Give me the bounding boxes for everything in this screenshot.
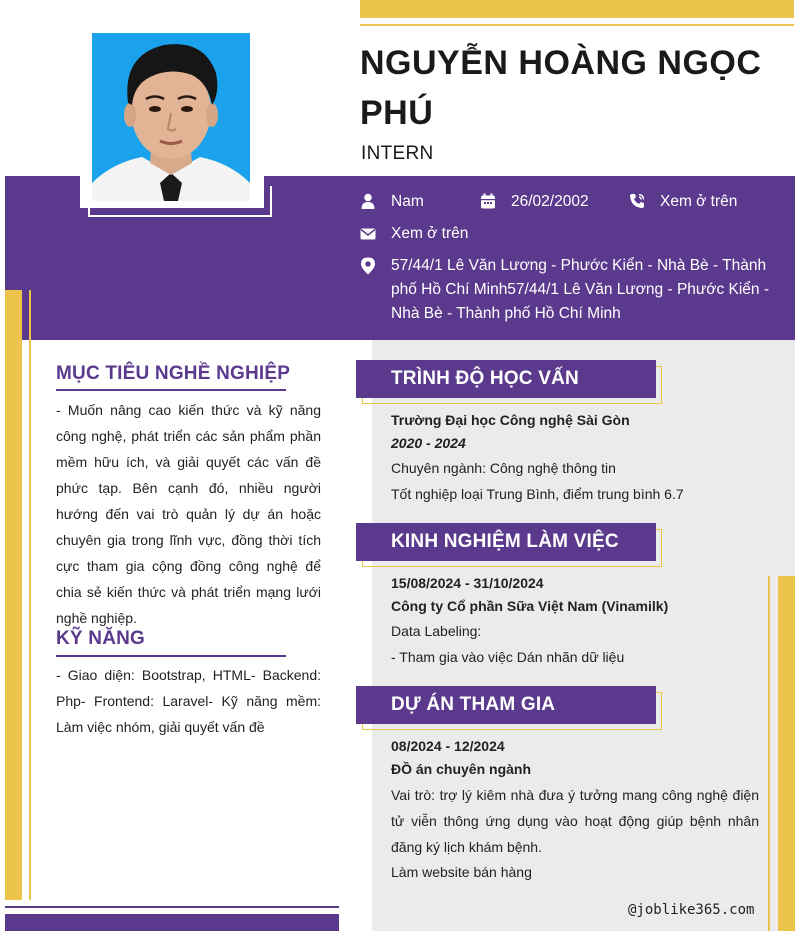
experience-dates: 15/08/2024 - 31/10/2024 <box>391 575 544 591</box>
education-graduation: Tốt nghiệp loại Trung Bình, điểm trung bình 6.7 <box>391 486 684 502</box>
profile-photo <box>92 33 250 201</box>
bottom-accent-bar <box>5 914 339 931</box>
job-title: INTERN <box>361 143 434 164</box>
skills-heading-underline <box>56 655 286 657</box>
top-accent-line <box>360 24 794 26</box>
objective-text: - Muốn nâng cao kiến thức và kỹ năng công nghệ, phát triển các sản phẩm phần mềm hữu ích, và giải quyết các vấn đề phức tạp. Bên cạnh đó, nhiều người hướng đến vai trò quản lý dự án hoặc chuyên gia trong lĩnh vực, đồng thời tích cực tham gia cộng đồng công nghệ để chia sẻ kiến thức và phát triển mạng lưới nghề nghiệp. <box>56 402 321 626</box>
user-icon <box>360 193 376 209</box>
education-years: 2020 - 2024 <box>391 435 466 451</box>
project-name: ĐỒ án chuyên ngành <box>391 761 532 777</box>
envelope-icon <box>360 226 376 242</box>
experience-description: - Tham gia vào việc Dán nhãn dữ liệu <box>391 649 625 665</box>
project-dates: 08/2024 - 12/2024 <box>391 738 505 754</box>
objective-heading: MỤC TIÊU NGHỀ NGHIỆP <box>56 363 291 384</box>
experience-heading: KINH NGHIỆM LÀM VIỆC <box>356 523 656 561</box>
education-major: Chuyên ngành: Công nghệ thông tin <box>391 460 616 476</box>
phone-value[interactable]: Xem ở trên <box>660 193 738 210</box>
education-heading: TRÌNH ĐỘ HỌC VẤN <box>356 360 656 398</box>
left-accent-line <box>29 290 31 900</box>
birth-date-value: 26/02/2002 <box>511 193 589 210</box>
skills-text: - Giao diện: Bootstrap, HTML- Backend: Php- Frontend: Laravel- Kỹ năng mềm: Làm việc nhóm, giải quyết vấn đề <box>56 667 321 735</box>
experience-role: Data Labeling: <box>391 623 482 639</box>
profile-photo-illustration <box>92 33 250 201</box>
right-accent-bar <box>778 576 795 931</box>
experience-company: Công ty Cổ phần Sữa Việt Nam (Vinamilk) <box>391 598 669 614</box>
right-accent-line <box>768 576 770 931</box>
project-description: Vai trò: trợ lý kiêm nhà đưa ý tưởng mang công nghệ điện tử viễn thông ứng dụng vào hoạt động giúp bệnh nhân đăng ký lịch khám bệnh. <box>391 787 759 855</box>
candidate-name: NGUYỄN HOÀNG NGỌC PHÚ <box>360 44 762 132</box>
address-value: 57/44/1 Lê Văn Lương - Phước Kiển - Nhà Bè - Thành phố Hồ Chí Minh57/44/1 Lê Văn Lương - Phước Kiển - Nhà Bè - Thành phố Hồ Chí Minh <box>391 257 769 322</box>
top-accent-bar <box>360 0 794 18</box>
left-accent-bar <box>5 290 22 900</box>
email-value[interactable]: Xem ở trên <box>391 225 469 242</box>
education-school: Trường Đại học Công nghệ Sài Gòn <box>391 412 630 428</box>
watermark: @joblike365.com <box>628 902 755 918</box>
map-pin-icon <box>360 257 376 273</box>
projects-heading: DỰ ÁN THAM GIA <box>356 686 656 724</box>
project-extra: Làm website bán hàng <box>391 864 532 880</box>
bottom-accent-line <box>5 906 339 908</box>
calendar-icon <box>480 193 496 209</box>
skills-heading: KỸ NĂNG <box>56 628 146 649</box>
objective-heading-underline <box>56 389 286 391</box>
phone-icon <box>629 193 645 209</box>
gender-value: Nam <box>391 193 424 210</box>
